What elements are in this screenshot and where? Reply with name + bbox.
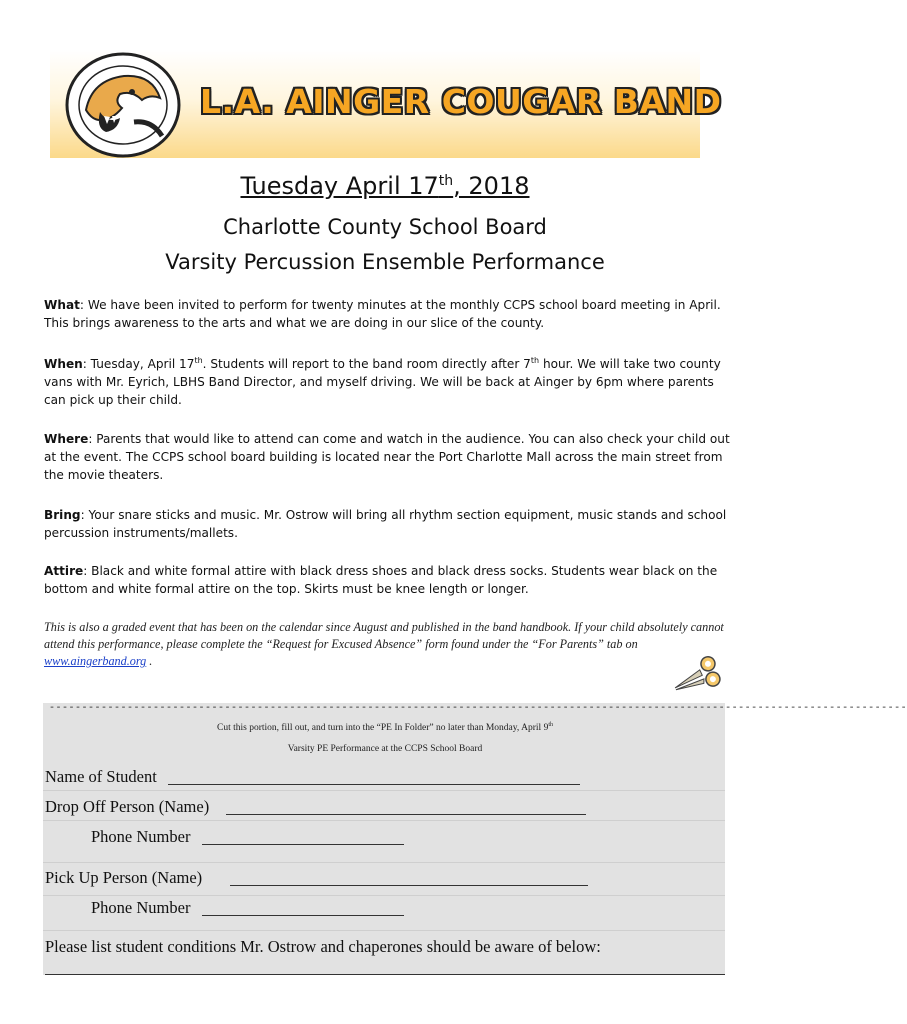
- dropoff-phone-field[interactable]: [202, 844, 404, 845]
- pickup-person-field[interactable]: [230, 885, 588, 886]
- student-name-field[interactable]: [168, 784, 580, 785]
- scissors-icon: [668, 658, 724, 694]
- form-divider: [43, 930, 725, 931]
- form-divider: [43, 895, 725, 896]
- form-instructions: Cut this portion, fill out, and turn into the “PE In Folder” no later than Monday, April 9th: [217, 722, 553, 734]
- student-name-label: Name of Student: [45, 767, 157, 786]
- form-divider: [43, 862, 725, 863]
- bring-paragraph: Bring: Your snare sticks and music. Mr. Ostrow will bring all rhythm section equipment, music stands and school percussion instruments/mallets.: [44, 508, 727, 540]
- banner-title: L.A. AINGER COUGAR BAND: [200, 82, 722, 121]
- conditions-field[interactable]: [45, 974, 725, 975]
- pickup-person-label: Pick Up Person (Name): [45, 868, 203, 887]
- dropoff-person-label: Drop Off Person (Name): [45, 797, 210, 816]
- cut-line: ------------------------------------------------------------------------------------------------------------------------------------: [49, 703, 907, 714]
- what-paragraph: What: We have been invited to perform for twenty minutes at the monthly CCPS school board meeting in April. This brings awareness to the arts and what we are doing in our slice of the county.: [44, 298, 721, 330]
- where-paragraph: Where: Parents that would like to attend can come and watch in the audience. You can also check your child out at the event. The CCPS school board building is located near the Port Charlotte Mall across the main street from the movie theaters.: [44, 432, 730, 482]
- graded-event-note: This is also a graded event that has been on the calendar since August and published in the band handbook. If your child absolutely cannot attend this performance, please complete the “Request for Excused Absence” form found under the “For Parents” tab on www.aingerband.org .: [44, 620, 724, 668]
- pickup-phone-label: Phone Number: [91, 898, 191, 917]
- form-divider: [43, 820, 725, 821]
- aingerband-link[interactable]: www.aingerband.org: [44, 654, 147, 668]
- dropoff-person-field[interactable]: [226, 814, 586, 815]
- form-subtitle: Varsity PE Performance at the CCPS School Board: [287, 744, 483, 754]
- cougar-logo: [62, 50, 184, 160]
- attire-paragraph: Attire: Black and white formal attire with black dress shoes and black dress socks. Students wear black on the bottom and white formal attire on the top. Skirts must be knee length or longer.: [44, 564, 718, 596]
- form-divider: [43, 790, 725, 791]
- event-organization: Charlotte County School Board: [223, 215, 547, 239]
- dropoff-phone-label: Phone Number: [91, 827, 191, 846]
- event-date-title: Tuesday April 17th, 2018: [240, 172, 530, 200]
- pickup-phone-field[interactable]: [202, 915, 404, 916]
- conditions-label: Please list student conditions Mr. Ostrow and chaperones should be aware of below:: [45, 937, 601, 956]
- when-paragraph: When: Tuesday, April 17th. Students will report to the band room directly after 7th hour. We will take two county vans with Mr. Eyrich, LBHS Band Director, and myself driving. We will be back at Ainger by 6pm where parents can pick up their child.: [44, 356, 721, 408]
- event-name: Varsity Percussion Ensemble Performance: [165, 250, 605, 274]
